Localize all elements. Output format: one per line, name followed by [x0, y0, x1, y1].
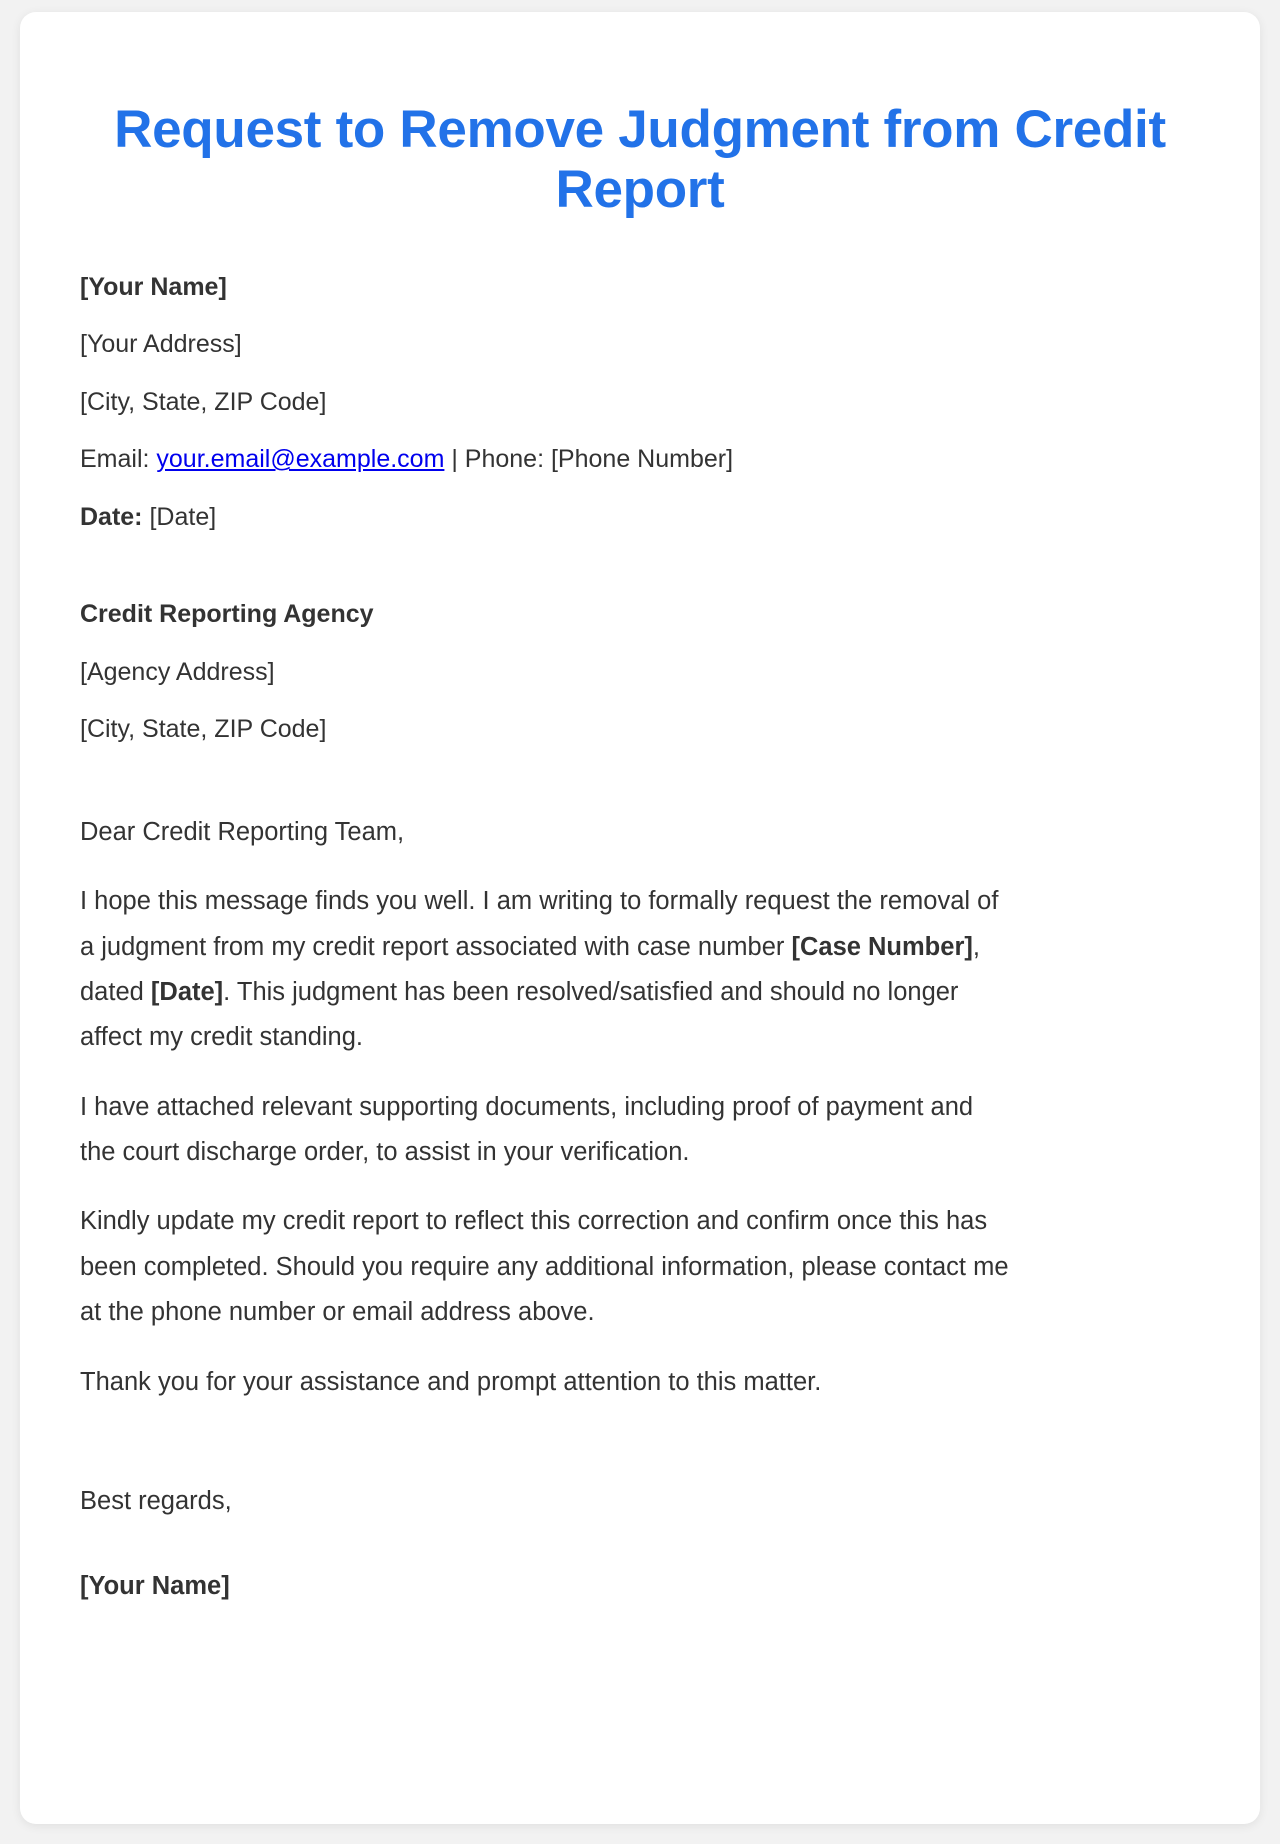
- recipient-street-address: [Agency Address]: [80, 657, 275, 686]
- body-paragraph-2: I have attached relevant supporting documents, including proof of payment and the court discharge order, to assist in your verification.: [80, 1092, 974, 1166]
- paragraph-1-text-part-2: , dated: [80, 932, 980, 1006]
- spacer-before-closing: [80, 1429, 1200, 1479]
- sender-city-state-zip: [City, State, ZIP Code]: [80, 387, 327, 416]
- salutation: Dear Credit Reporting Team,: [80, 817, 405, 846]
- sender-phone-value: [Phone Number]: [550, 445, 734, 474]
- paragraph-1-text-part-3: . This judgment has been resolved/satisfied and should no longer affect my credit standing.: [80, 977, 959, 1052]
- page-title: Request to Remove Judgment from Credit Report: [114, 100, 1166, 219]
- sender-contact-line: [80, 436, 1200, 484]
- phone-label: | Phone:: [444, 445, 551, 474]
- sender-street-address: [Your Address]: [80, 330, 242, 359]
- letter-date-line: [80, 494, 1200, 542]
- date-value: [Date]: [149, 502, 217, 531]
- letter-document-card: [20, 12, 1260, 1824]
- sender-email-link[interactable]: your.email@example.com: [156, 445, 445, 474]
- closing-sign-off: Best regards,: [80, 1486, 232, 1515]
- spacer-before-salutation: [80, 764, 1200, 810]
- sender-address-block: [80, 264, 1200, 542]
- body-paragraph-3: Kindly update my credit report to reflect this correction and confirm once this has been completed. Should you require any additional information, please contact me at the phone number or email address above.: [80, 1207, 1009, 1327]
- email-label: Email:: [80, 445, 157, 474]
- case-number-placeholder: [Case Number]: [791, 932, 973, 961]
- spacer-after-sender: [80, 551, 1200, 591]
- body-paragraph-4: Thank you for your assistance and prompt attention to this matter.: [80, 1367, 822, 1396]
- recipient-agency-name: Credit Reporting Agency: [80, 600, 374, 629]
- date-label: Date:: [80, 502, 150, 531]
- judgment-date-placeholder: [Date]: [150, 977, 224, 1006]
- paragraph-1-text-part-1: I hope this message finds you well. I am writing to formally request the removal of a judgment from my credit report associated with case number: [80, 887, 999, 961]
- sender-name: [Your Name]: [80, 272, 227, 301]
- signature-name: [Your Name]: [80, 1572, 230, 1601]
- recipient-city-state-zip: [City, State, ZIP Code]: [80, 715, 327, 744]
- recipient-address-block: [80, 591, 1200, 754]
- body-paragraph-1: [80, 879, 1010, 1061]
